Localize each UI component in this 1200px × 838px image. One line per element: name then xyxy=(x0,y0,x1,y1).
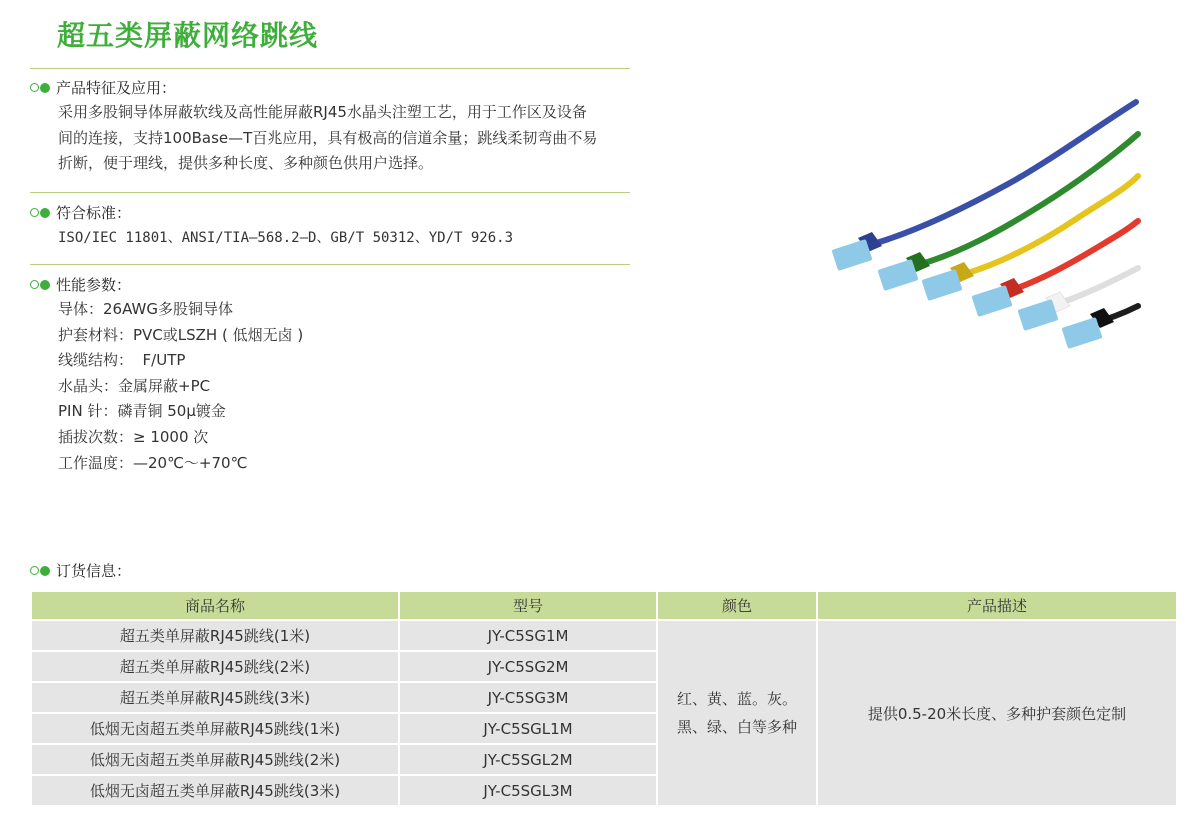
performance-list xyxy=(58,297,303,476)
order-heading-label: 订货信息： xyxy=(56,562,132,580)
model-cell: JY-C5SG2M xyxy=(400,652,656,681)
order-table xyxy=(30,590,1178,807)
divider xyxy=(30,68,630,69)
product-name-cell: 低烟无卤超五类单屏蔽RJ45跳线(3米) xyxy=(32,776,398,805)
column-header-description: 产品描述 xyxy=(818,592,1176,619)
cable-blue xyxy=(831,102,1136,271)
features-heading xyxy=(30,77,176,98)
order-heading xyxy=(30,560,131,581)
color-cell xyxy=(658,621,816,805)
spec-item: 水晶头：金属屏蔽+PC xyxy=(58,376,211,395)
column-header-name: 商品名称 xyxy=(32,592,398,619)
performance-heading xyxy=(30,274,131,295)
standards-heading xyxy=(30,202,131,223)
spec-item: 导体：26AWG多股铜导体 xyxy=(58,300,233,318)
product-name-cell: 低烟无卤超五类单屏蔽RJ45跳线(1米) xyxy=(32,714,398,743)
divider xyxy=(30,192,630,193)
model-cell: JY-C5SGL1M xyxy=(400,714,656,743)
spec-item: 工作温度：—20℃～+70℃ xyxy=(58,453,248,472)
features-text xyxy=(58,100,597,177)
cable-black xyxy=(1061,306,1138,349)
bullet-dots-icon xyxy=(30,566,50,576)
spec-item: 护套材料：PVC或LSZH ( 低烟无卤 ) xyxy=(58,325,304,344)
color-line: 黑、绿、白等多种 xyxy=(676,718,797,736)
model-cell: JY-C5SG1M xyxy=(400,621,656,650)
divider xyxy=(30,264,630,265)
product-name-cell: 超五类单屏蔽RJ45跳线(2米) xyxy=(32,652,398,681)
product-name-cell: 超五类单屏蔽RJ45跳线(3米) xyxy=(32,683,398,712)
spec-item: 插拔次数：≥ 1000 次 xyxy=(58,427,209,446)
standards-heading-label: 符合标准： xyxy=(56,204,132,222)
standards-text: ISO/IEC 11801、ANSI/TIA—568.2—D、GB/T 50312、YD/T 926.3 xyxy=(58,230,514,246)
model-cell: JY-C5SGL3M xyxy=(400,776,656,805)
spec-item: 线缆结构： F/UTP xyxy=(58,351,186,370)
features-line: 折断，便于理线，提供多种长度、多种颜色供用户选择。 xyxy=(58,154,434,172)
features-heading-label: 产品特征及应用： xyxy=(56,79,177,97)
color-line: 红、黄、蓝。灰。 xyxy=(676,690,797,708)
features-line: 间的连接，支持100Base—T百兆应用，具有极高的信道余量；跳线柔韧弯曲不易 xyxy=(58,128,598,147)
description-cell: 提供0.5-20米长度、多种护套颜色定制 xyxy=(818,621,1176,805)
cable-green xyxy=(877,134,1138,291)
column-header-model: 型号 xyxy=(400,592,656,619)
product-name-cell: 低烟无卤超五类单屏蔽RJ45跳线(2米) xyxy=(32,745,398,774)
product-name-cell: 超五类单屏蔽RJ45跳线(1米) xyxy=(32,621,398,650)
bullet-dots-icon xyxy=(30,83,50,93)
column-header-color: 颜色 xyxy=(658,592,816,619)
table-header-row xyxy=(32,592,1176,619)
performance-heading-label: 性能参数： xyxy=(56,276,132,294)
bullet-dots-icon xyxy=(30,208,50,218)
features-line: 采用多股铜导体屏蔽软线及高性能屏蔽RJ45水晶头注塑工艺，用于工作区及设备 xyxy=(58,103,587,121)
table-row xyxy=(32,621,1176,650)
patch-cables-image xyxy=(828,96,1158,376)
model-cell: JY-C5SGL2M xyxy=(400,745,656,774)
model-cell: JY-C5SG3M xyxy=(400,683,656,712)
page-title: 超五类屏蔽网络跳线 xyxy=(57,19,319,52)
spec-item: PIN 针：磷青铜 50μ镀金 xyxy=(58,402,226,421)
bullet-dots-icon xyxy=(30,280,50,290)
